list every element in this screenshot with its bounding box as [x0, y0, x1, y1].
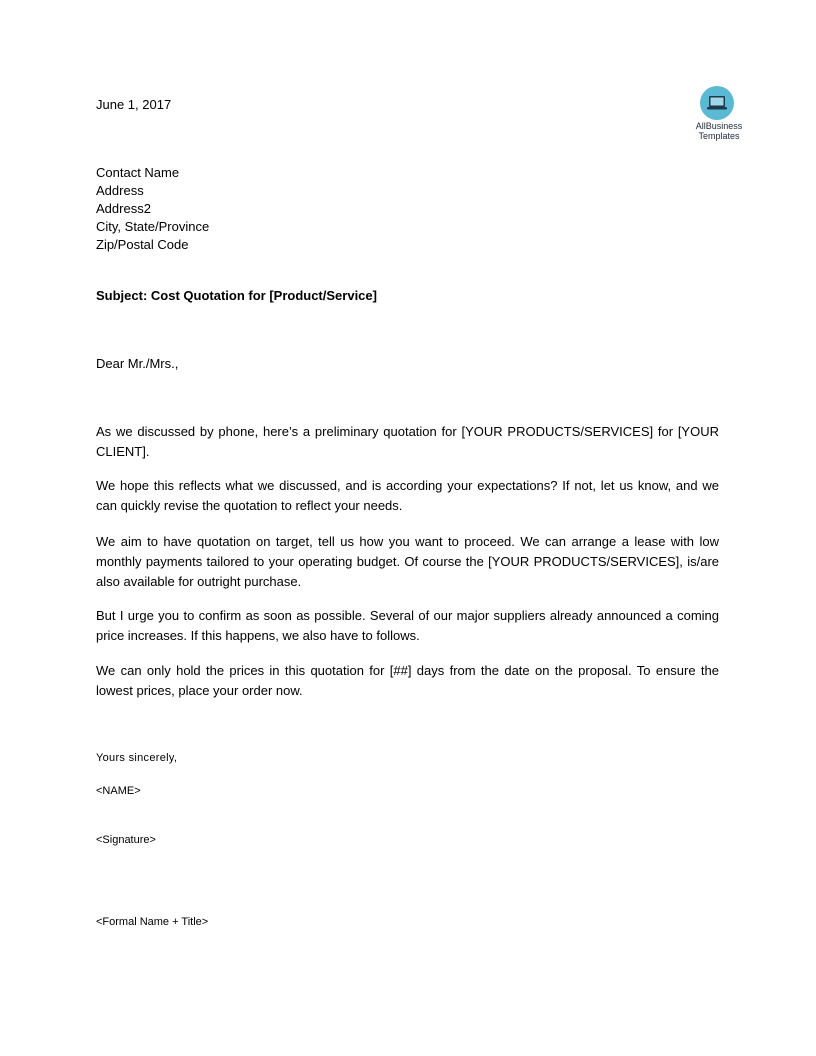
logo-line-2: Templates: [698, 131, 740, 141]
body-paragraph-3: We aim to have quotation on target, tell us how you want to proceed. We can arrange a lease with low monthly payments tailored to your operating budget. Of course the [YOUR PRODUCTS/SERVICES], is/are also available for outright purchase.: [96, 534, 719, 589]
recipient-block: [96, 164, 209, 254]
recipient-city: City, State/Province: [96, 219, 210, 234]
signature-placeholder: <Signature>: [96, 834, 156, 846]
logo-badge: [700, 86, 734, 120]
laptop-icon: [700, 86, 734, 120]
body-paragraph-5: We can only hold the prices in this quotation for [##] days from the date on the proposal. To ensure the lowest prices, place your order now.: [96, 663, 719, 698]
logo-line-1: AllBusiness: [695, 121, 743, 131]
recipient-address: Address: [96, 183, 144, 198]
recipient-address2: Address2: [96, 201, 151, 216]
letter-subject: Subject: Cost Quotation for [Product/Service]: [96, 288, 377, 303]
letter-salutation: Dear Mr./Mrs.,: [96, 356, 179, 371]
letter-date: June 1, 2017: [96, 97, 172, 112]
recipient-contact: Contact Name: [96, 165, 180, 180]
recipient-zip: Zip/Postal Code: [96, 237, 189, 252]
body-paragraph-2: We hope this reflects what we discussed, and is according your expectations? If not, let us know, and we can quickly revise the quotation to reflect your needs.: [96, 478, 719, 513]
company-logo: [686, 86, 752, 146]
signer-name: <NAME>: [96, 785, 141, 797]
body-paragraph-4: But I urge you to confirm as soon as possible. Several of our major suppliers already announced a coming price increases. If this happens, we also have to follows.: [96, 608, 719, 643]
logo-wordmark: [686, 121, 752, 141]
sign-off: Yours sincerely,: [96, 752, 178, 764]
formal-name-title: <Formal Name + Title>: [96, 916, 209, 928]
body-paragraph-1: As we discussed by phone, here’s a preliminary quotation for [YOUR PRODUCTS/SERVICES] for [YOUR CLIENT].: [96, 424, 719, 459]
